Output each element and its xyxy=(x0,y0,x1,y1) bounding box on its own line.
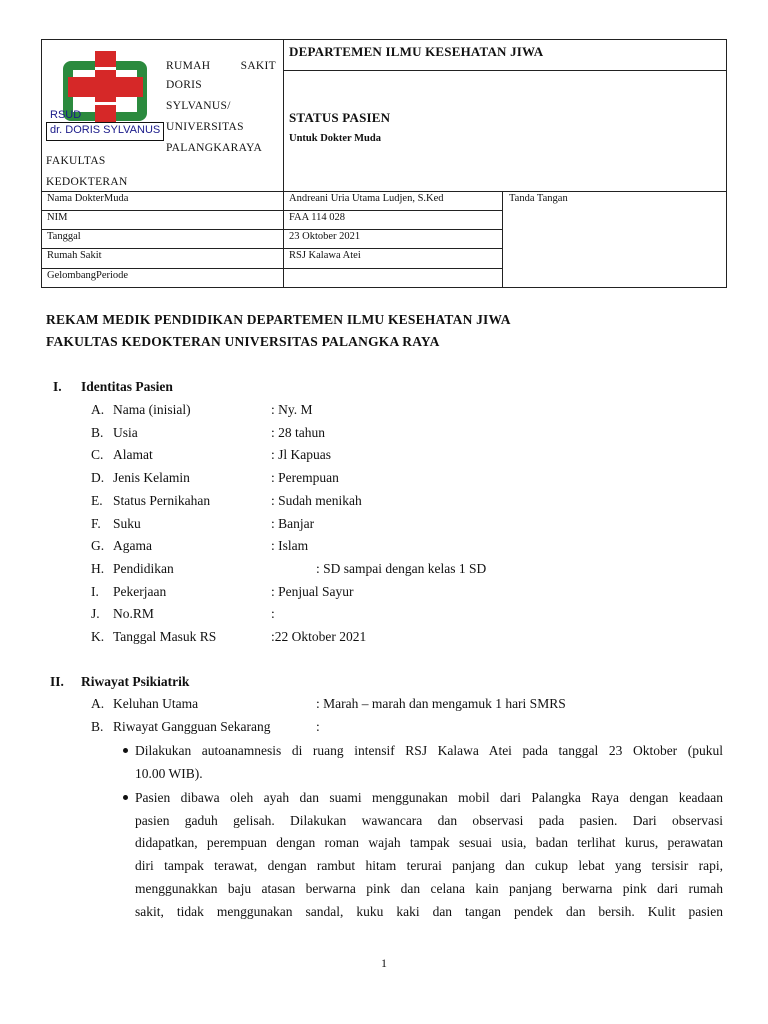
identity-label: Tanggal Masuk RS xyxy=(113,629,217,644)
bullet-paragraph xyxy=(135,740,723,785)
info-top-divider xyxy=(41,191,727,192)
row-divider xyxy=(41,268,502,269)
identity-letter: I. xyxy=(91,584,99,599)
identity-letter: B. xyxy=(91,425,104,440)
department-name: DEPARTEMEN ILMU KESEHATAN JIWA xyxy=(289,44,544,59)
institution-word: SAKIT xyxy=(240,60,276,72)
signature-divider xyxy=(502,191,503,288)
identity-value: : Jl Kapuas xyxy=(271,447,331,462)
identity-value: : SD sampai dengan kelas 1 SD xyxy=(316,561,487,576)
row-value-doctor: Andreani Uria Utama Ludjen, S.Ked xyxy=(289,193,444,204)
bullet-marker xyxy=(123,795,128,800)
institution-line: SYLVANUS/ xyxy=(166,100,231,112)
identity-label: Suku xyxy=(113,516,141,531)
identity-label: Agama xyxy=(113,538,152,553)
identity-value: : Islam xyxy=(271,538,309,553)
section1-heading: Identitas Pasien xyxy=(81,379,173,394)
section2-heading: Riwayat Psikiatrik xyxy=(81,674,190,689)
identity-letter: D. xyxy=(91,470,105,485)
logo-text-line2: dr. DORIS SYLVANUS xyxy=(50,124,161,136)
bullet-paragraph xyxy=(135,787,723,923)
paragraph-line: Pasien dibawa oleh ayah dan suami menggunakan mobil dari Palangka Raya dengan keadaan xyxy=(135,790,723,805)
identity-value: : Banjar xyxy=(271,516,315,531)
row-divider xyxy=(41,248,502,249)
institution-word: RUMAH xyxy=(166,60,211,72)
department-divider xyxy=(283,70,727,71)
identity-value: : Penjual Sayur xyxy=(271,584,354,599)
identity-value: : xyxy=(271,606,275,621)
form-subtitle: Untuk Dokter Muda xyxy=(289,133,381,144)
header-divider-vertical xyxy=(283,39,284,288)
identity-label: Usia xyxy=(113,425,138,440)
row-label-nim: NIM xyxy=(47,212,68,223)
identity-value: : Perempuan xyxy=(271,470,339,485)
identity-label: Nama (inisial) xyxy=(113,402,191,417)
faculty-line: FAKULTAS xyxy=(46,155,106,167)
paragraph-line: pasien gaduh gelisah. Dilakukan wawancara dan observasi pada pasien. Dari observasi xyxy=(135,812,723,828)
identity-label: Jenis Kelamin xyxy=(113,470,190,485)
identity-label: Alamat xyxy=(113,447,153,462)
document-title-line1: REKAM MEDIK PENDIDIKAN DEPARTEMEN ILMU KESEHATAN JIWA xyxy=(46,312,511,327)
row-value-nim: FAA 114 028 xyxy=(289,212,346,223)
identity-letter: J. xyxy=(91,606,100,621)
identity-letter: C. xyxy=(91,447,104,462)
hospital-logo xyxy=(46,47,164,141)
identity-letter: H. xyxy=(91,561,105,576)
row-label-period: GelombangPeriode xyxy=(47,270,129,281)
row-divider xyxy=(41,229,502,230)
identity-value: : Ny. M xyxy=(271,402,313,417)
paragraph-line: 10.00 WIB). xyxy=(135,765,203,781)
section2-number: II. xyxy=(50,674,64,689)
identity-value: :22 Oktober 2021 xyxy=(271,629,367,644)
paragraph-line: didapatkan, perempuan dengan roman wajah tampak sesuai usia, badan terlihat kurus, perawatan xyxy=(135,835,723,851)
complaint-value: : Marah – marah dan mengamuk 1 hari SMRS xyxy=(316,696,566,711)
history-value: : xyxy=(316,719,320,734)
identity-letter: E. xyxy=(91,493,103,508)
institution-line: PALANGKARAYA xyxy=(166,142,263,154)
identity-label: Pekerjaan xyxy=(113,584,167,599)
complaint-letter: A. xyxy=(91,696,105,711)
history-label: Riwayat Gangguan Sekarang xyxy=(113,719,271,734)
faculty-name xyxy=(46,151,128,193)
identity-letter: F. xyxy=(91,516,101,531)
logo-text-line1: RSUD xyxy=(50,109,82,121)
institution-line: UNIVERSITAS xyxy=(166,121,244,133)
institution-line: DORIS xyxy=(166,79,203,91)
identity-value: : Sudah menikah xyxy=(271,493,362,508)
identity-letter: K. xyxy=(91,629,105,644)
bullet-marker xyxy=(123,748,128,753)
section1-number: I. xyxy=(53,379,62,394)
document-title-line2: FAKULTAS KEDOKTERAN UNIVERSITAS PALANGKA RAYA xyxy=(46,334,440,349)
row-label-hospital: Rumah Sakit xyxy=(47,250,102,261)
row-divider xyxy=(41,210,502,211)
row-value-date: 23 Oktober 2021 xyxy=(289,231,361,242)
paragraph-line: sakit, tidak menggunakan sandal, kuku kaki dan tangan pendek dan bersih. Kulit pasien xyxy=(135,903,723,919)
identity-label: No.RM xyxy=(113,606,154,621)
faculty-line: KEDOKTERAN xyxy=(46,176,128,188)
history-letter: B. xyxy=(91,719,104,734)
form-title: STATUS PASIEN xyxy=(289,110,391,125)
identity-label: Pendidikan xyxy=(113,561,174,576)
row-label-doctor: Nama DokterMuda xyxy=(47,193,129,204)
page-number: 1 xyxy=(381,956,387,970)
institution-name xyxy=(166,56,276,159)
paragraph-line: diri tampak terawat, dengan rambut hitam terurai panjang dan cukup lebat yang tersisir rapi, xyxy=(135,858,723,874)
row-value-hospital: RSJ Kalawa Atei xyxy=(289,250,361,261)
identity-value: : 28 tahun xyxy=(271,425,325,440)
identity-letter: G. xyxy=(91,538,105,553)
signature-label: Tanda Tangan xyxy=(509,193,568,204)
paragraph-line: menggunakkan baju atasan berwarna pink dan celana kain panjang berwarna pink dari rumah xyxy=(135,880,723,896)
identity-label: Status Pernikahan xyxy=(113,493,211,508)
paragraph-line: Dilakukan autoanamnesis di ruang intensif RSJ Kalawa Atei pada tanggal 23 Oktober (pukul xyxy=(135,743,723,758)
identity-letter: A. xyxy=(91,402,105,417)
complaint-label: Keluhan Utama xyxy=(113,696,199,711)
row-label-date: Tanggal xyxy=(47,231,81,242)
